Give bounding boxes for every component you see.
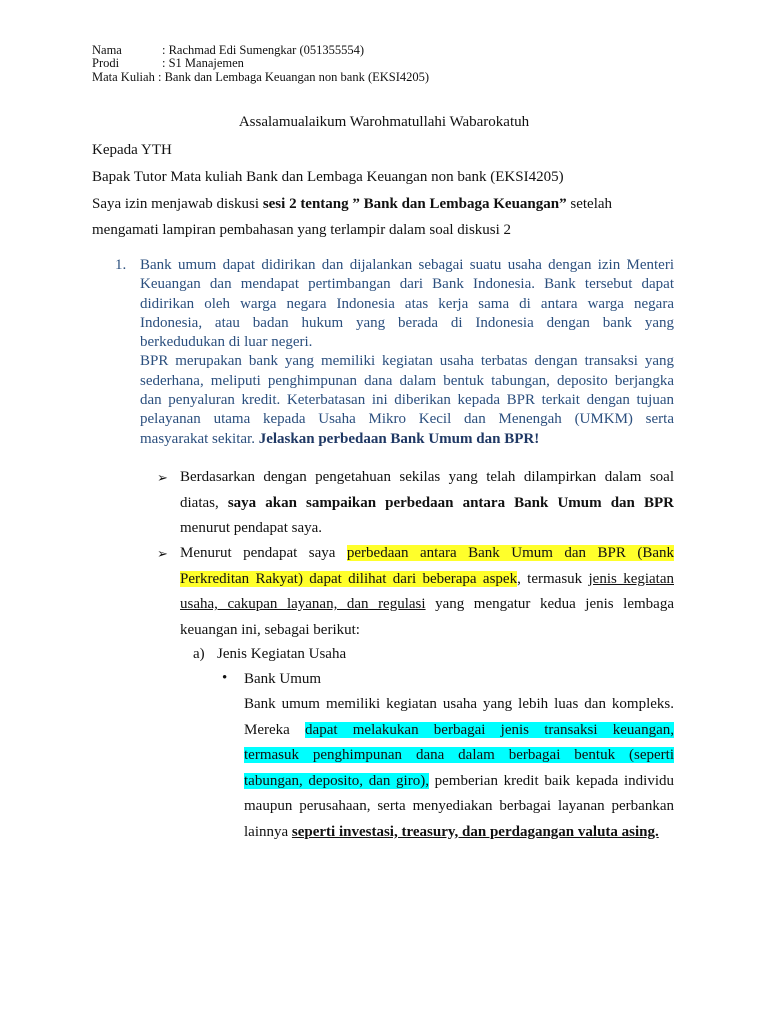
paragraph-line bbox=[244, 718, 674, 744]
addressee-label: Kepada YTH bbox=[92, 142, 172, 158]
bullet-line: Berdasarkan dengan pengetahuan sekilas yang telah dilampirkan dalam soal bbox=[180, 469, 674, 485]
course-key: Mata Kuliah bbox=[92, 70, 155, 84]
question-text: masyarakat sekitar. bbox=[140, 430, 259, 447]
bullet-paragraph-1 bbox=[180, 465, 674, 542]
paragraph-line: Bank umum memiliki kegiatan usaha yang lebih luas dan kompleks. bbox=[244, 696, 674, 712]
greeting: Assalamualaikum Warohmatullahi Wabarokatuh bbox=[238, 114, 530, 130]
intro-text-a: Saya izin menjawab diskusi bbox=[92, 196, 263, 212]
dot-bullet-icon: • bbox=[222, 670, 228, 686]
paragraph-line: maupun perusahaan, serta menyediakan berbagai layanan perbankan bbox=[244, 798, 674, 814]
bullet-text: Menurut pendapat saya bbox=[180, 545, 347, 561]
question-line: didirikan oleh warga negara Indonesia atas kerja sama di antara warga negara bbox=[140, 295, 674, 312]
bullet-bold-text: saya akan sampaikan perbedaan antara Bank Umum dan BPR bbox=[227, 494, 674, 511]
sub-heading-jenis-kegiatan: Jenis Kegiatan Usaha bbox=[217, 646, 347, 662]
arrow-bullet-icon: ➢ bbox=[157, 470, 168, 485]
highlighted-text: Perkreditan Rakyat) dapat dilihat dari beberapa aspek bbox=[180, 570, 518, 587]
prodi-value: : S1 Manajemen bbox=[162, 56, 244, 70]
name-key: Nama bbox=[92, 43, 122, 57]
header-name-row bbox=[92, 43, 364, 57]
highlighted-text: dapat melakukan berbagai jenis transaksi keuangan, bbox=[305, 721, 674, 738]
arrow-bullet-icon: ➢ bbox=[157, 546, 168, 561]
question-line: sederhana, meliputi penghimpunan dana dalam bentuk tabungan, deposito berjangka bbox=[140, 372, 674, 389]
paragraph-text: lainnya bbox=[244, 823, 292, 840]
bank-umum-heading: Bank Umum bbox=[244, 671, 322, 687]
course-value: : Bank dan Lembaga Keuangan non bank (EKSI4205) bbox=[154, 70, 430, 84]
underlined-bold-text: seperti investasi, treasury, dan perdagangan valuta asing. bbox=[291, 823, 659, 840]
question-line: berkedudukan di luar negeri. bbox=[140, 334, 313, 351]
question-block bbox=[140, 256, 674, 449]
header-prodi-row bbox=[92, 56, 244, 70]
paragraph-text: pemberian kredit baik kepada individu bbox=[428, 772, 674, 789]
question-line: Indonesia, atau badan hukum yang berada di Indonesia dengan bank yang bbox=[140, 314, 674, 331]
paragraph-line bbox=[244, 743, 674, 769]
question-line: Keuangan dan mendapat pertimbangan dari Bank Indonesia. Bank tersebut dapat bbox=[140, 276, 674, 293]
list-number-1: 1. bbox=[115, 257, 127, 273]
paragraph-line bbox=[244, 820, 674, 846]
prodi-key: Prodi bbox=[92, 56, 120, 70]
intro-line-1 bbox=[92, 196, 612, 213]
bullet-text: yang mengatur kedua jenis lembaga bbox=[425, 596, 674, 612]
question-line: dan penyaluran kredit. Keterbatasan ini diberikan kepada BPR terkait dengan tujuan bbox=[140, 392, 674, 409]
bullet-text: , termasuk bbox=[517, 570, 589, 587]
header-course-row bbox=[92, 70, 429, 84]
question-line: Bank umum dapat didirikan dan dijalankan sebagai suatu usaha dengan izin Menteri bbox=[140, 257, 674, 273]
question-prompt: Jelaskan perbedaan Bank Umum dan BPR! bbox=[258, 430, 540, 447]
highlighted-text: tabungan, deposito, dan giro), bbox=[244, 772, 429, 789]
recipient-line: Bapak Tutor Mata kuliah Bank dan Lembaga Keuangan non bank (EKSI4205) bbox=[92, 169, 564, 185]
underlined-text: jenis kegiatan bbox=[588, 570, 674, 587]
bullet-paragraph-2 bbox=[180, 541, 674, 643]
paragraph-line bbox=[244, 769, 674, 795]
paragraph-text: Mereka bbox=[244, 721, 306, 738]
bullet-line bbox=[180, 541, 674, 567]
highlighted-text: perbedaan antara Bank Umum dan BPR (Bank bbox=[346, 545, 674, 561]
bullet-line bbox=[180, 491, 674, 517]
bullet-text: diatas, bbox=[180, 494, 228, 511]
underlined-text: usaha, cakupan layanan, dan regulasi bbox=[180, 596, 426, 612]
bullet-line: menurut pendapat saya. bbox=[180, 520, 323, 536]
intro-line-2: mengamati lampiran pembahasan yang terlampir dalam soal diskusi 2 bbox=[92, 222, 512, 238]
name-value: : Rachmad Edi Sumengkar (051355554) bbox=[162, 43, 365, 57]
sub-marker-a: a) bbox=[193, 646, 205, 662]
bullet-line bbox=[180, 567, 674, 593]
bullet-line: keuangan ini, sebagai berikut: bbox=[180, 621, 360, 638]
intro-topic: sesi 2 tentang ” Bank dan Lembaga Keuangan” bbox=[262, 196, 567, 212]
question-line: pelayanan utama kepada Usaha Mikro Kecil dan Menengah (UMKM) serta bbox=[140, 411, 674, 428]
question-last-line bbox=[140, 430, 674, 449]
bullet-line bbox=[180, 592, 674, 618]
highlighted-text: termasuk penghimpunan dana dalam berbagai bentuk (seperti bbox=[244, 747, 674, 763]
intro-text-c: setelah bbox=[566, 196, 613, 212]
bank-umum-paragraph bbox=[244, 692, 674, 845]
question-line: BPR merupakan bank yang memiliki kegiatan usaha terbatas dengan transaksi yang bbox=[140, 353, 674, 370]
